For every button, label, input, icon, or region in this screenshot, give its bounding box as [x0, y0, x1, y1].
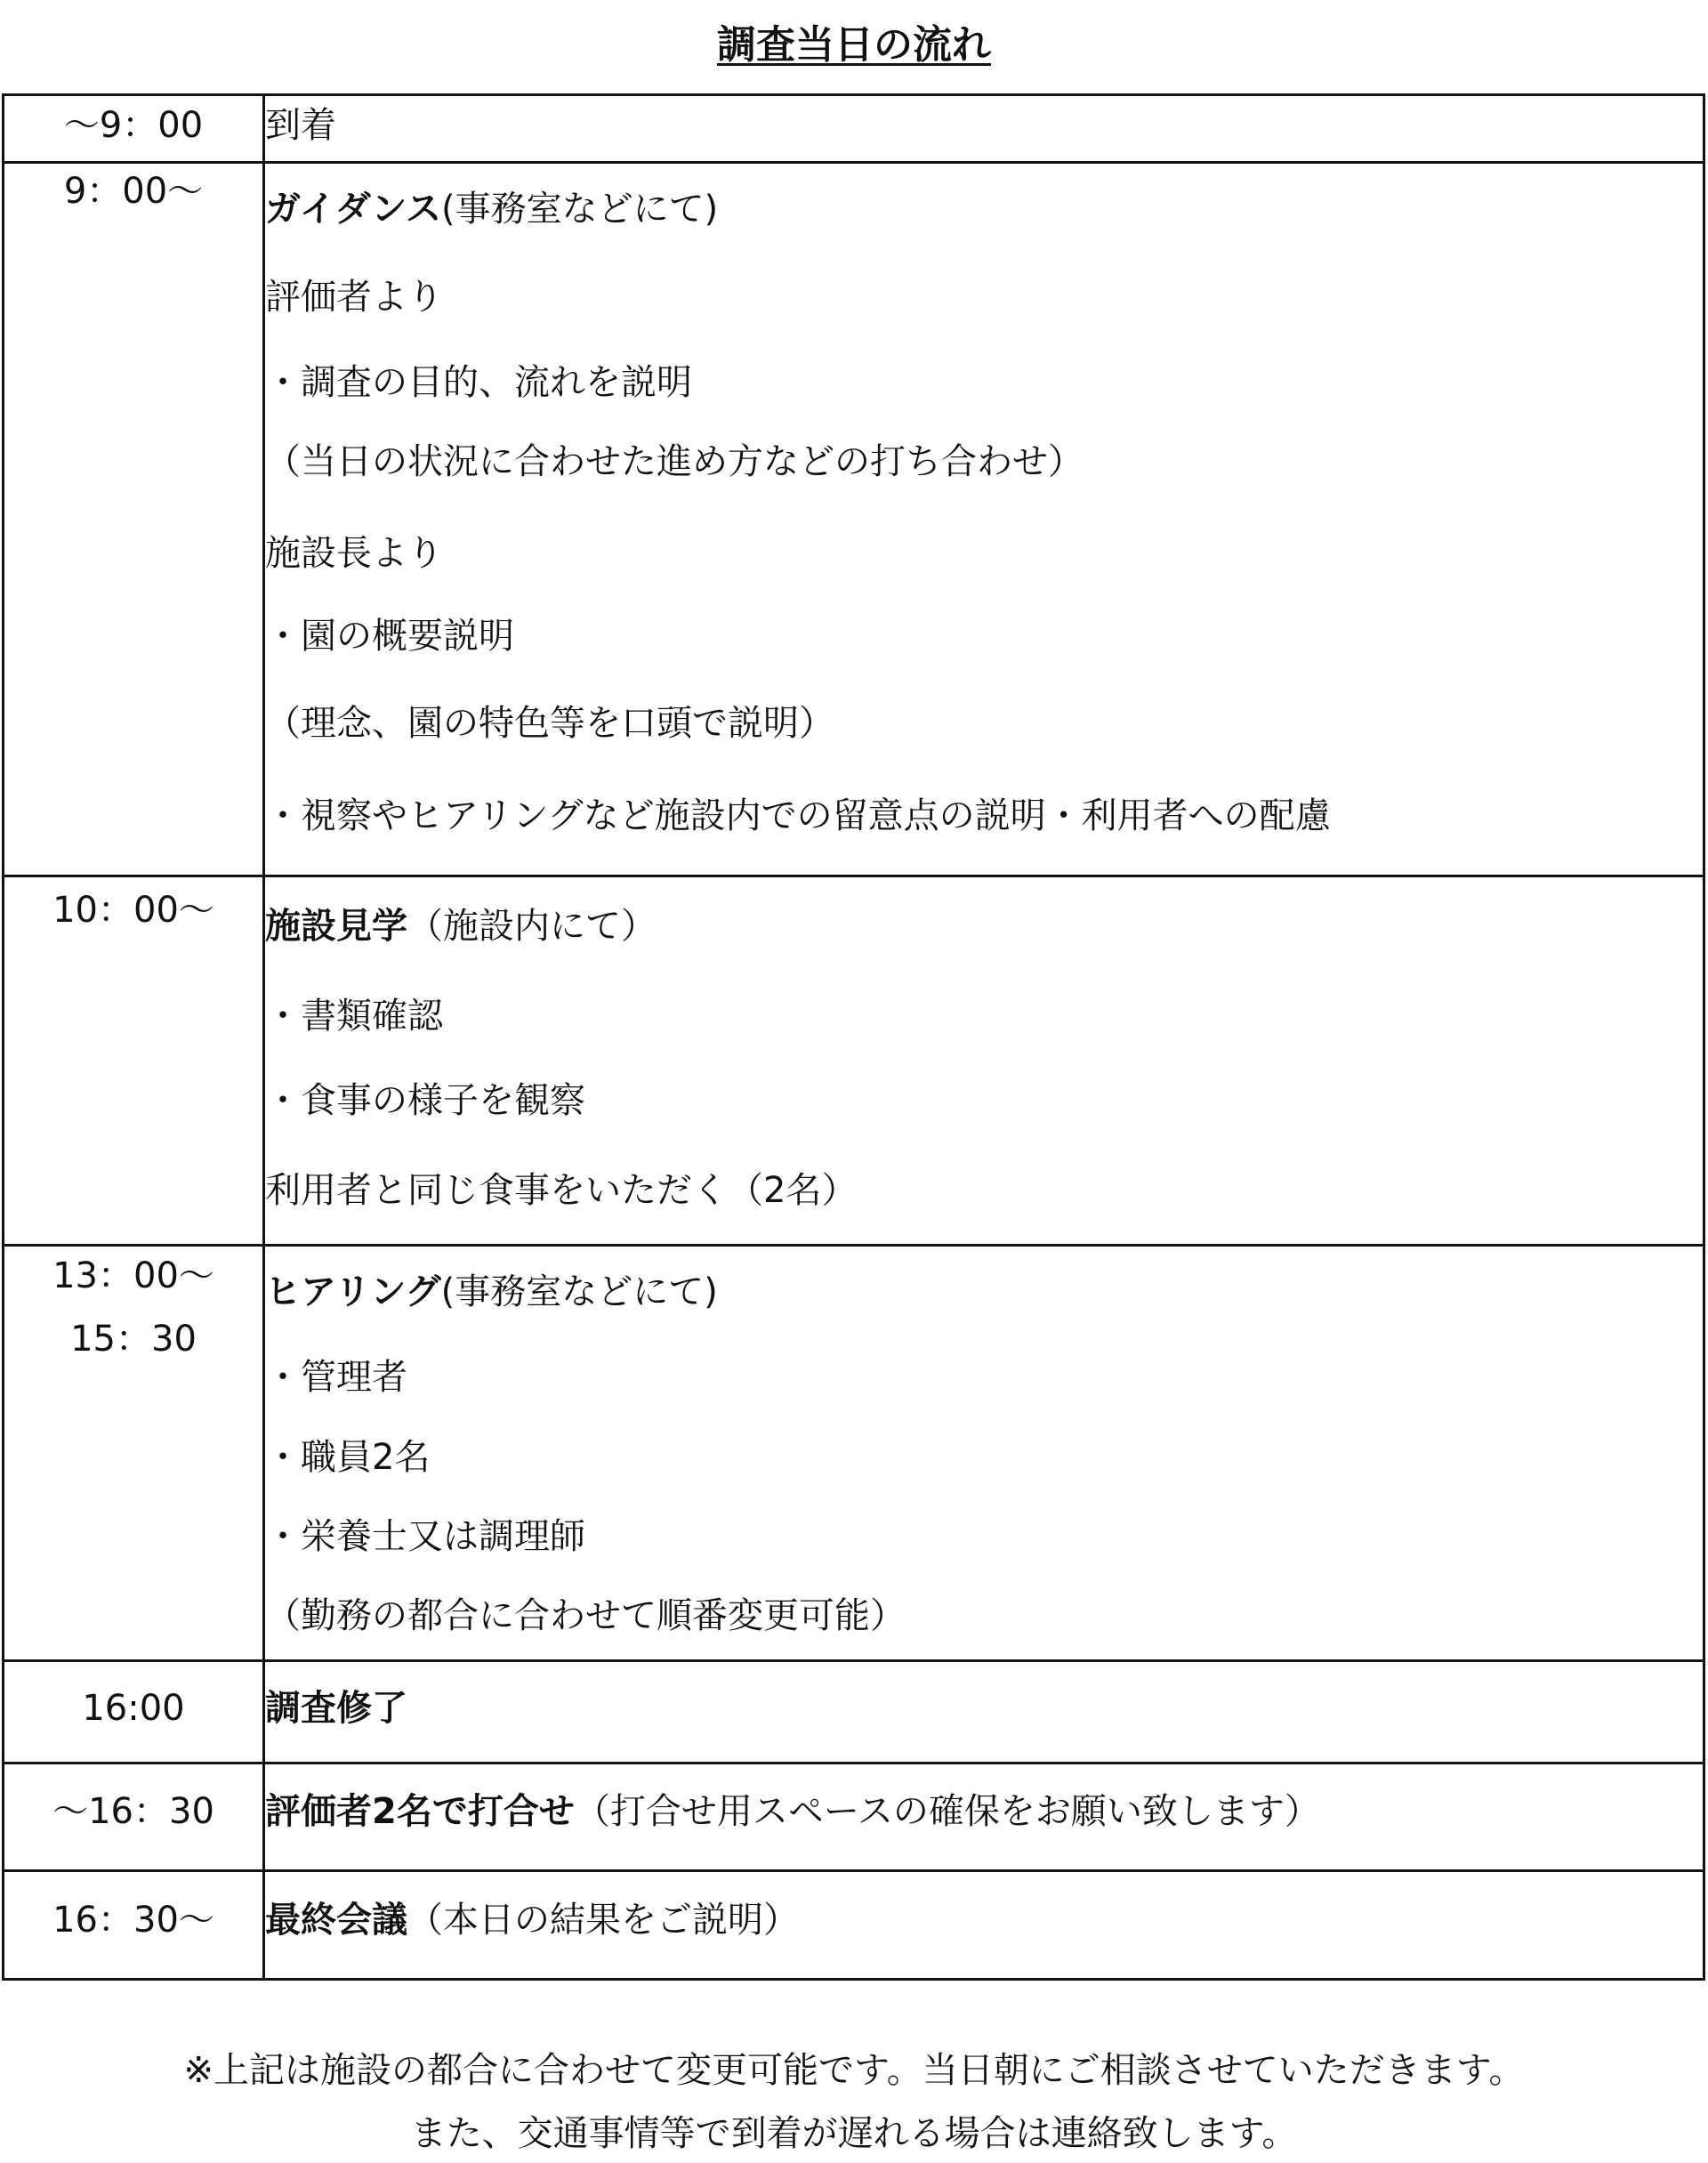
content-line — [265, 996, 1703, 1037]
footer-note-line-1: ※上記は施設の都合に合わせて変更可能です。当日朝にご相談させていただきます。 — [183, 2050, 1525, 2091]
section-heading: 評価者2名で打合せ — [265, 1791, 575, 1832]
schedule-row — [4, 876, 1704, 1246]
section-note: (事務室などにて) — [441, 189, 719, 230]
content-line — [265, 362, 1703, 403]
time-text: 16：30〜 — [52, 1900, 214, 1941]
page-title: 調査当日の流れ — [717, 22, 991, 68]
section-heading: 最終会議 — [265, 1900, 407, 1941]
line-text: ・園の概要説明 — [265, 616, 514, 657]
content-line — [265, 906, 1703, 947]
content-line — [265, 1595, 1703, 1636]
content-line — [265, 105, 1703, 146]
line-text: ・視察やヒアリングなど施設内での留意点の説明・利用者への配慮 — [265, 795, 1331, 836]
footer-note-line-2: また、交通事情等で到着が遅れる場合は連絡致します。 — [410, 2113, 1298, 2154]
content-line — [265, 1080, 1703, 1121]
line-text: 施設長より — [265, 533, 443, 574]
time-cell — [4, 1661, 264, 1763]
section-heading: ヒアリング — [265, 1271, 441, 1312]
content-cell — [264, 1763, 1704, 1871]
schedule-row — [4, 1871, 1704, 1980]
content-line — [265, 795, 1703, 836]
content-line — [265, 1357, 1703, 1398]
schedule-row — [4, 1661, 1704, 1763]
time-text: 15：30 — [70, 1319, 197, 1360]
schedule-row — [4, 1246, 1704, 1661]
line-text: ・栄養士又は調理師 — [265, 1516, 585, 1557]
section-note: （本日の結果をご説明） — [407, 1900, 799, 1941]
line-text: ・調査の目的、流れを説明 — [265, 362, 692, 403]
content-line — [265, 189, 1703, 230]
time-cell — [4, 1246, 264, 1661]
content-line — [265, 277, 1703, 318]
time-cell — [4, 1763, 264, 1871]
schedule-row — [4, 1763, 1704, 1871]
content-cell — [264, 95, 1704, 163]
schedule-row — [4, 95, 1704, 163]
content-line — [265, 1170, 1703, 1211]
schedule-table — [2, 93, 1705, 1981]
time-cell — [4, 1871, 264, 1980]
content-cell — [264, 876, 1704, 1246]
line-text: ・食事の様子を観察 — [265, 1080, 585, 1121]
section-note: （打合せ用スペースの確保をお願い致します） — [574, 1791, 1320, 1832]
line-text: 評価者より — [265, 277, 443, 318]
line-text: ・管理者 — [265, 1357, 407, 1398]
time-text: 10：00〜 — [52, 890, 214, 931]
section-note: (事務室などにて) — [440, 1271, 718, 1312]
line-text: （勤務の都合に合わせて順番変更可能） — [265, 1595, 906, 1636]
content-cell — [264, 1246, 1704, 1661]
time-text: 〜9：00 — [63, 105, 204, 146]
content-cell — [264, 163, 1704, 876]
line-text: （理念、園の特色等を口頭で説明） — [265, 703, 834, 744]
time-text: 〜16：30 — [52, 1791, 214, 1832]
schedule-row — [4, 163, 1704, 876]
content-cell — [264, 1871, 1704, 1980]
content-line — [265, 1900, 1703, 1941]
time-cell — [4, 95, 264, 163]
time-cell — [4, 876, 264, 1246]
content-cell — [264, 1661, 1704, 1763]
section-note: （施設内にて） — [407, 906, 657, 947]
time-text: 9：00〜 — [63, 171, 204, 212]
content-line — [265, 1516, 1703, 1557]
content-line — [265, 1271, 1703, 1312]
content-line — [265, 1791, 1703, 1832]
time-text: 16:00 — [82, 1688, 185, 1729]
content-line — [265, 1437, 1703, 1478]
content-line — [265, 1688, 1703, 1729]
line-text: ・職員2名 — [265, 1437, 431, 1478]
section-heading: 調査修了 — [265, 1688, 407, 1729]
line-text: （当日の状況に合わせた進め方などの打ち合わせ） — [265, 441, 1084, 482]
section-heading: 施設見学 — [265, 906, 407, 947]
line-text: 到着 — [265, 105, 336, 146]
content-line — [265, 533, 1703, 574]
time-text: 13：00〜 — [52, 1255, 214, 1296]
content-line — [265, 616, 1703, 657]
line-text: 利用者と同じ食事をいただく（2名） — [265, 1170, 858, 1211]
time-cell — [4, 163, 264, 876]
line-text: ・書類確認 — [265, 996, 443, 1037]
content-line — [265, 703, 1703, 744]
section-heading: ガイダンス — [265, 189, 441, 230]
content-line — [265, 441, 1703, 482]
